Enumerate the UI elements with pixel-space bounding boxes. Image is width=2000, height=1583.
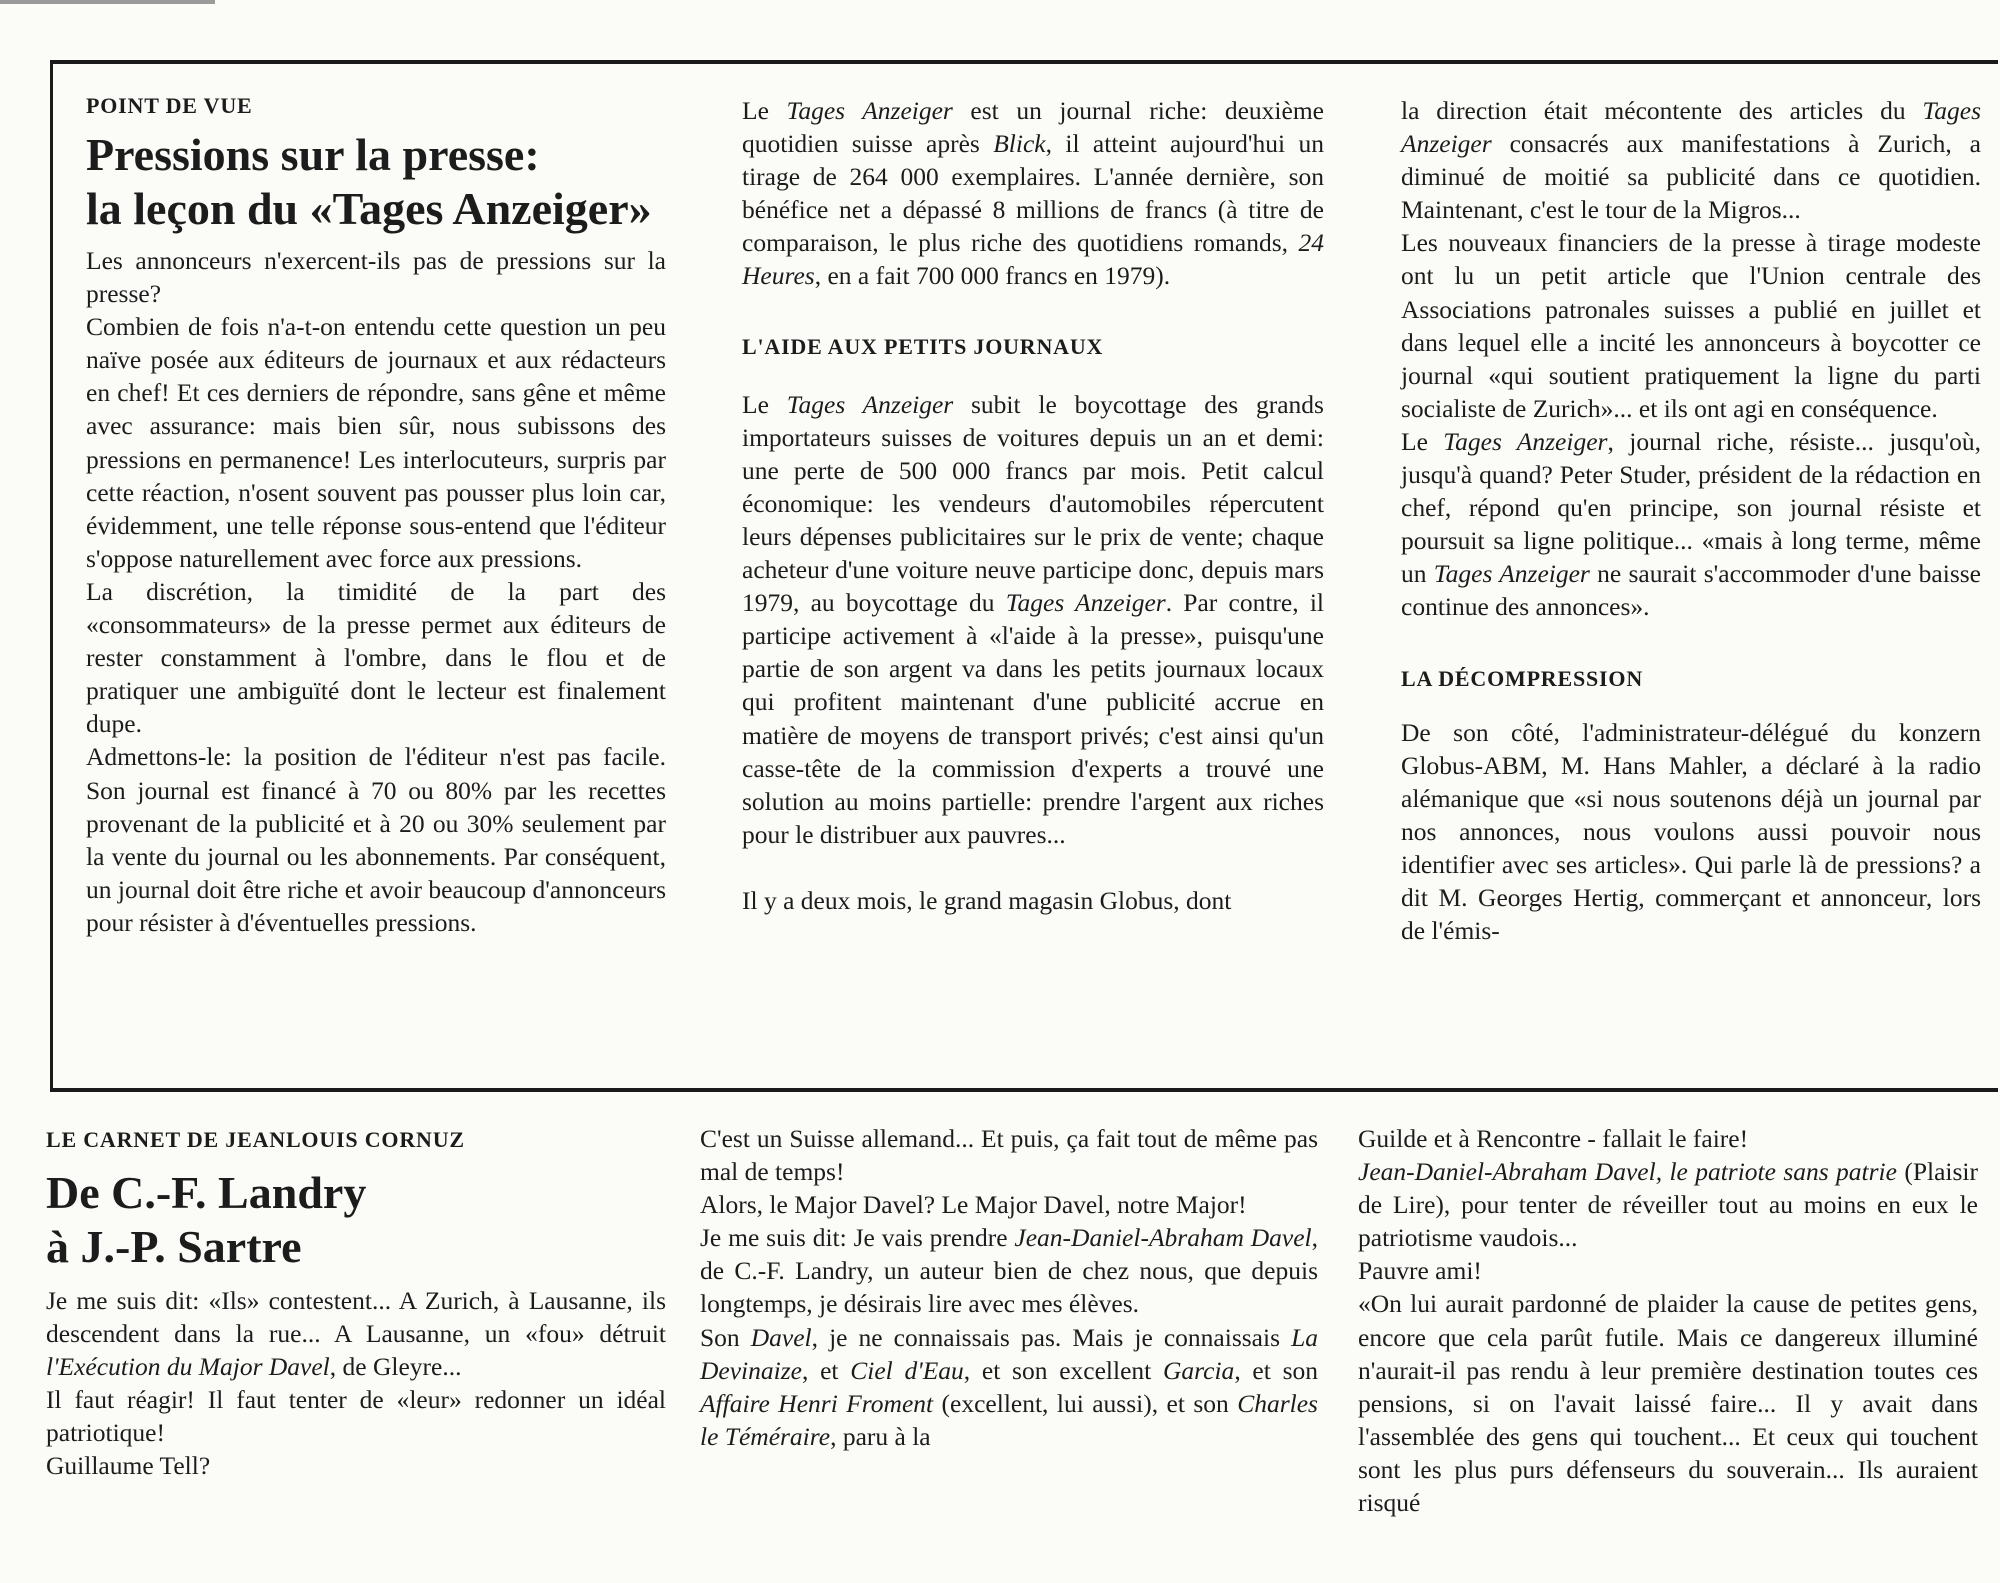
paragraph: Guillaume Tell? [46, 1451, 211, 1481]
article2-kicker: LE CARNET DE JEANLOUIS CORNUZ [46, 1127, 465, 1152]
paragraph: Guilde et à Rencontre - fallait le faire! [1358, 1124, 1749, 1153]
scan-edge-line [0, 0, 215, 4]
article1-headline: Pressions sur la presse: la leçon du «Tages Anzeiger» [86, 129, 652, 234]
subheading-aide: L'AIDE AUX PETITS JOURNAUX [742, 333, 1104, 359]
paragraph: Combien de fois n'a-t-on entendu cette question un peu naïve posée aux éditeurs de journaux et aux rédacteurs en chef! Et ces derniers de répondre, sans gêne et même avec assurance: mais bien sûr, nous subissons des pressions en permanence! Les interlocuteurs, surpris par cette réaction, n'osent souvent pas pousser plus loin car, évidemment, une telle réponse sous-entend que l'éditeur s'oppose naturellement avec force aux pressions. [86, 312, 666, 573]
article1-column-3 [1401, 94, 1981, 947]
article2-column-1 [46, 1126, 666, 1483]
paragraph: Je me suis dit: «Ils» contestent... A Zurich, à Lausanne, ils descendent dans la rue... A Lausanne, un «fou» détruit l'Exécution du Major Davel, de Gleyre... [46, 1286, 666, 1382]
paragraph: Pauvre ami! [1358, 1256, 1482, 1286]
paragraph: Il faut réagir! Il faut tenter de «leur» redonner un idéal patriotique! [46, 1385, 666, 1448]
paragraph: «On lui aurait pardonné de plaider la cause de petites gens, encore que cela parût futile. Mais ce dangereux illuminé n'aurait-il pas rendu à leur première destination toutes ces pensions, si on l'avait laissé faire... Il y avait dans l'assemblée des gens qui touchent... Et ceux qui touchent sont les plus purs défenseurs du souverain... Ils auraient risqué [1358, 1289, 1978, 1518]
paragraph: Il y a deux mois, le grand magasin Globus, dont [742, 885, 1232, 915]
article2-column-2 [700, 1122, 1318, 1453]
paragraph: Jean-Daniel-Abraham Davel, le patriote sans patrie (Plaisir de Lire), pour tenter de réveiller tout au moins en eux le patriotisme vaudois... [1358, 1157, 1978, 1253]
article1-kicker: POINT DE VUE [86, 93, 253, 118]
paragraph: la direction était mécontente des articles du Tages Anzeiger consacrés aux manifestations à Zurich, a diminué de moitié sa publicité dans ce quotidien. Maintenant, c'est le tour de la Migros... [1401, 96, 1981, 225]
paragraph: De son côté, l'administrateur-délégué du konzern Globus-ABM, M. Hans Mahler, a déclaré à la radio alémanique que «si nous soutenons déjà un journal par nos annonces, nous voulons aussi pouvoir nous identifier avec ses articles». Qui parle là de pressions? a dit M. Georges Hertig, commerçant et annonceur, lors de l'émis- [1401, 717, 1981, 946]
paragraph: Je me suis dit: Je vais prendre Jean-Daniel-Abraham Davel, de C.-F. Landry, un auteur bien de chez nous, que depuis longtemps, je désirais lire avec mes élèves. [700, 1223, 1318, 1319]
paragraph: Les annonceurs n'exercent-ils pas de pressions sur la presse? [86, 246, 666, 309]
paragraph: Son Davel, je ne connaissais pas. Mais je connaissais La Devinaize, et Ciel d'Eau, et son excellent Garcia, et son Affaire Henri Froment (excellent, lui aussi), et son Charles le Téméraire, paru à la [700, 1322, 1319, 1451]
article1-column-1 [86, 92, 666, 939]
paragraph: Le Tages Anzeiger subit le boycottage des grands importateurs suisses de voitures depuis un an et demi: une perte de 500 000 francs par mois. Petit calcul économique: les vendeurs d'automobiles répercutent leurs dépenses publicitaires sur le prix de vente; chaque acheteur d'une voiture neuve participe donc, depuis mars 1979, au boycottage du Tages Anzeiger. Par contre, il participe activement à «l'aide à la presse», puisqu'une partie de son argent va dans les petits journaux locaux qui profitent maintenant d'une publicité accrue en matière de moyens de transport privés; c'est ainsi qu'un casse-tête de la commission d'experts a trouvé une solution au moins partielle: prendre l'argent aux riches pour le distribuer aux pauvres... [742, 389, 1324, 849]
paragraph: Le Tages Anzeiger, journal riche, résiste... jusqu'où, jusqu'à quand? Peter Studer, président de la rédaction en chef, répond qu'en principe, son journal résiste et poursuit sa ligne politique... «mais à long terme, même un Tages Anzeiger ne saurait s'accommoder d'une baisse continue des annonces». [1401, 426, 1981, 622]
paragraph: Le Tages Anzeiger est un journal riche: deuxième quotidien suisse après Blick, il atteint aujourd'hui un tirage de 264 000 exemplaires. L'année dernière, son bénéfice net a dépassé 8 millions de francs (à titre de comparaison, le plus riche des quotidiens romands, 24 Heures, en a fait 700 000 francs en 1979). [742, 96, 1324, 291]
article2-headline: De C.-F. Landry à J.-P. Sartre [46, 1167, 367, 1272]
article1-column-2 [742, 94, 1324, 917]
paragraph: Alors, le Major Davel? Le Major Davel, notre Major! [700, 1190, 1247, 1220]
subheading-decompression: LA DÉCOMPRESSION [1401, 665, 1644, 691]
paragraph: C'est un Suisse allemand... Et puis, ça fait tout de même pas mal de temps! [700, 1124, 1318, 1187]
paragraph: La discrétion, la timidité de la part des «consommateurs» de la presse permet aux éditeurs de rester constamment à l'ombre, dans le flou et de pratiquer une ambiguïté dont le lecteur est finalement dupe. [86, 576, 666, 739]
paragraph: Les nouveaux financiers de la presse à tirage modeste ont lu un petit article que l'Union centrale des Associations patronales suisses a publié en juillet et dans lequel elle a incité les annonceurs à boycotter ce journal «qui soutient pratiquement la ligne du parti socialiste de Zurich»... et ils ont agi en conséquence. [1401, 228, 1981, 423]
paragraph: Admettons-le: la position de l'éditeur n'est pas facile. Son journal est financé à 70 ou 80% par les recettes provenant de la publicité et à 20 ou 30% seulement par la vente du journal ou les abonnements. Par conséquent, un journal doit être riche et avoir beaucoup d'annonceurs pour résister à d'éventuelles pressions. [86, 742, 666, 937]
article2-column-3 [1358, 1122, 1978, 1519]
